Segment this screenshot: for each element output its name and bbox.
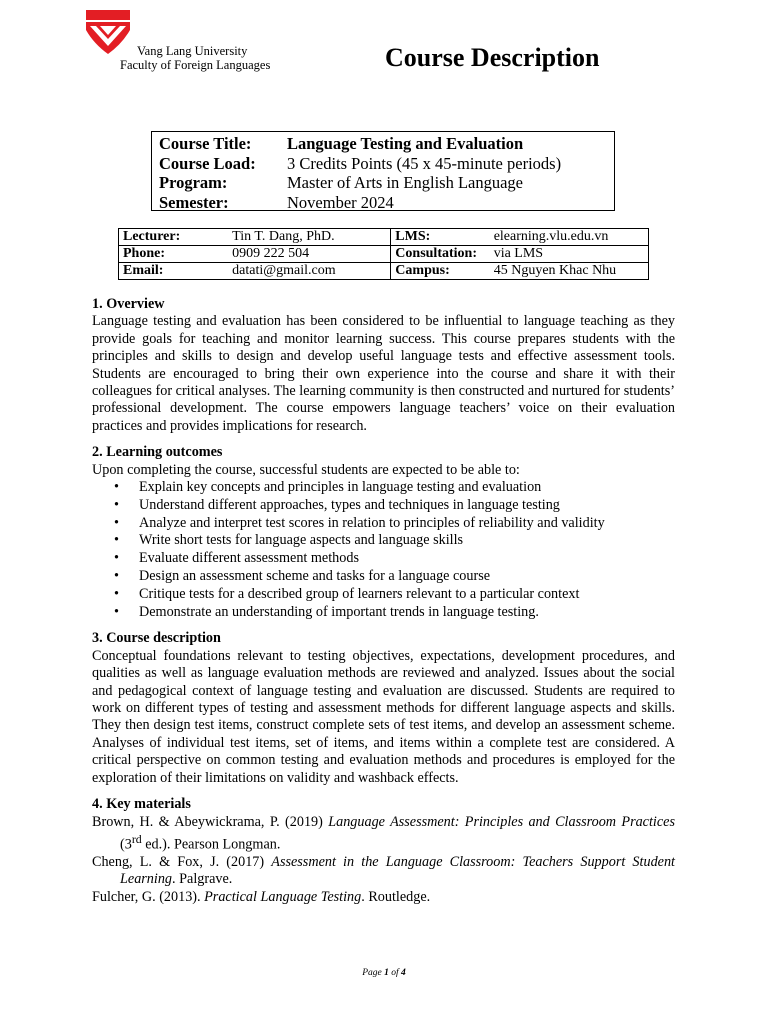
page-number: 1 — [384, 968, 389, 978]
faculty-name: Faculty of Foreign Languages — [120, 58, 271, 72]
email-label: Email: — [119, 263, 229, 280]
course-title-row — [159, 134, 614, 154]
lecturer-info-table — [118, 228, 649, 280]
course-info-box — [151, 131, 615, 211]
consultation-value: via LMS — [490, 246, 649, 263]
reference-authors: Fulcher, G. (2013). — [92, 888, 205, 905]
consultation-label: Consultation: — [391, 246, 490, 263]
phone-label: Phone: — [119, 246, 229, 263]
page-word: Page — [362, 968, 382, 978]
materials-heading: 4. Key materials — [92, 796, 191, 813]
list-item: • Critique tests for a described group of learners relevant to a particular context — [114, 586, 675, 604]
university-name: Vang Lang University — [137, 44, 248, 58]
overview-section — [92, 296, 675, 435]
reference-authors: Cheng, L. & Fox, J. (2017) — [92, 854, 272, 871]
semester-row — [159, 193, 614, 213]
document-body — [92, 296, 675, 915]
course-load-row — [159, 154, 614, 174]
list-item: • Analyze and interpret test scores in relation to principles of reliability and validity — [114, 515, 675, 533]
program-row — [159, 173, 614, 193]
reference-publisher: ed.). Pearson Longman. — [141, 836, 281, 853]
list-item: • Understand different approaches, types and techniques in language testing — [114, 497, 675, 515]
reference-title: Language Assessment: Principles and Classroom Practices — [328, 813, 675, 830]
outcomes-intro: Upon completing the course, successful students are expected to be able to: — [92, 461, 520, 478]
reference-publisher: . Palgrave. — [172, 871, 233, 888]
program-value: Master of Arts in English Language — [287, 173, 523, 192]
campus-label: Campus: — [391, 263, 490, 280]
overview-paragraph: Language testing and evaluation has been considered to be influential to language teaching as they provide goals for teaching and monitor learning success. This course prepares students with the principles and skills to design and develop useful language tests and effective assessment tools. Students are encouraged to bring their own experience into the course and share it with their colleagues for critical analyses. The learning community is then constructed and nurtured for students’ professional development. The course empowers language teachers’ voice on their evaluation practices and provides implications for research. — [92, 313, 675, 434]
campus-value: 45 Nguyen Khac Nhu — [490, 263, 649, 280]
reference-publisher: . Routledge. — [361, 888, 431, 905]
description-section — [92, 630, 675, 787]
table-row — [119, 263, 649, 280]
reference-authors: Brown, H. & Abeywickrama, P. (2019) — [92, 813, 329, 830]
course-title-label: Course Title: — [159, 134, 252, 153]
reference-edition: (3 — [120, 836, 132, 853]
list-item: • Evaluate different assessment methods — [114, 550, 675, 568]
reference-item — [92, 854, 675, 889]
reference-title: Practical Language Testing — [204, 888, 362, 905]
lecturer-value: Tin T. Dang, PhD. — [228, 229, 391, 246]
table-row — [119, 229, 649, 246]
program-label: Program: — [159, 173, 228, 192]
page-total: 4 — [401, 968, 406, 978]
list-item: • Write short tests for language aspects and language skills — [114, 532, 675, 550]
list-item: • Demonstrate an understanding of important trends in language testing. — [114, 604, 675, 622]
phone-value: 0909 222 504 — [228, 246, 391, 263]
semester-label: Semester: — [159, 192, 229, 212]
outcomes-section — [92, 444, 675, 621]
reference-edition-sup: rd — [131, 831, 142, 846]
university-block — [120, 44, 270, 72]
outcomes-list — [92, 479, 675, 621]
outcomes-heading: 2. Learning outcomes — [92, 444, 223, 461]
reference-item — [92, 814, 675, 855]
description-heading: 3. Course description — [92, 630, 221, 647]
course-load-label: Course Load: — [159, 153, 256, 173]
lms-label: LMS: — [391, 229, 490, 246]
semester-value: November 2024 — [287, 192, 394, 212]
table-row — [119, 246, 649, 263]
description-paragraph: Conceptual foundations relevant to testing objectives, expectations, development procedures, and qualities as well as language evaluation methods are reviewed and analyzed. Issues about the social and pedagogical context of language testing and evaluation are discussed. Students are required to work on different types of testing and assessment methods for different language aspects and skills. They then design test items, construct complete sets of test items, and develop an assessment scheme. Analyses of individual test items, set of items, and items within a complete test are considered. A critical perspective on common testing and evaluation methods and procedures is employed for the exploration of their limitations on validity and washback effects. — [92, 647, 675, 786]
document-title: Course Description — [385, 43, 600, 72]
reference-title: Assessment in the Language Classroom: Teachers Support Student Learning — [120, 854, 675, 888]
course-title-value: Language Testing and Evaluation — [287, 134, 524, 153]
page-footer — [0, 968, 768, 978]
list-item: • Design an assessment scheme and tasks for a language course — [114, 568, 675, 586]
list-item: • Explain key concepts and principles in language testing and evaluation — [114, 479, 675, 497]
lecturer-label: Lecturer: — [119, 229, 229, 246]
overview-heading: 1. Overview — [92, 296, 165, 312]
email-value: datati@gmail.com — [228, 263, 391, 280]
course-load-value: 3 Credits Points (45 x 45-minute periods) — [287, 153, 562, 173]
lms-value: elearning.vlu.edu.vn — [490, 229, 649, 246]
reference-item — [92, 889, 675, 906]
page-of: of — [391, 968, 399, 978]
materials-section — [92, 796, 675, 906]
